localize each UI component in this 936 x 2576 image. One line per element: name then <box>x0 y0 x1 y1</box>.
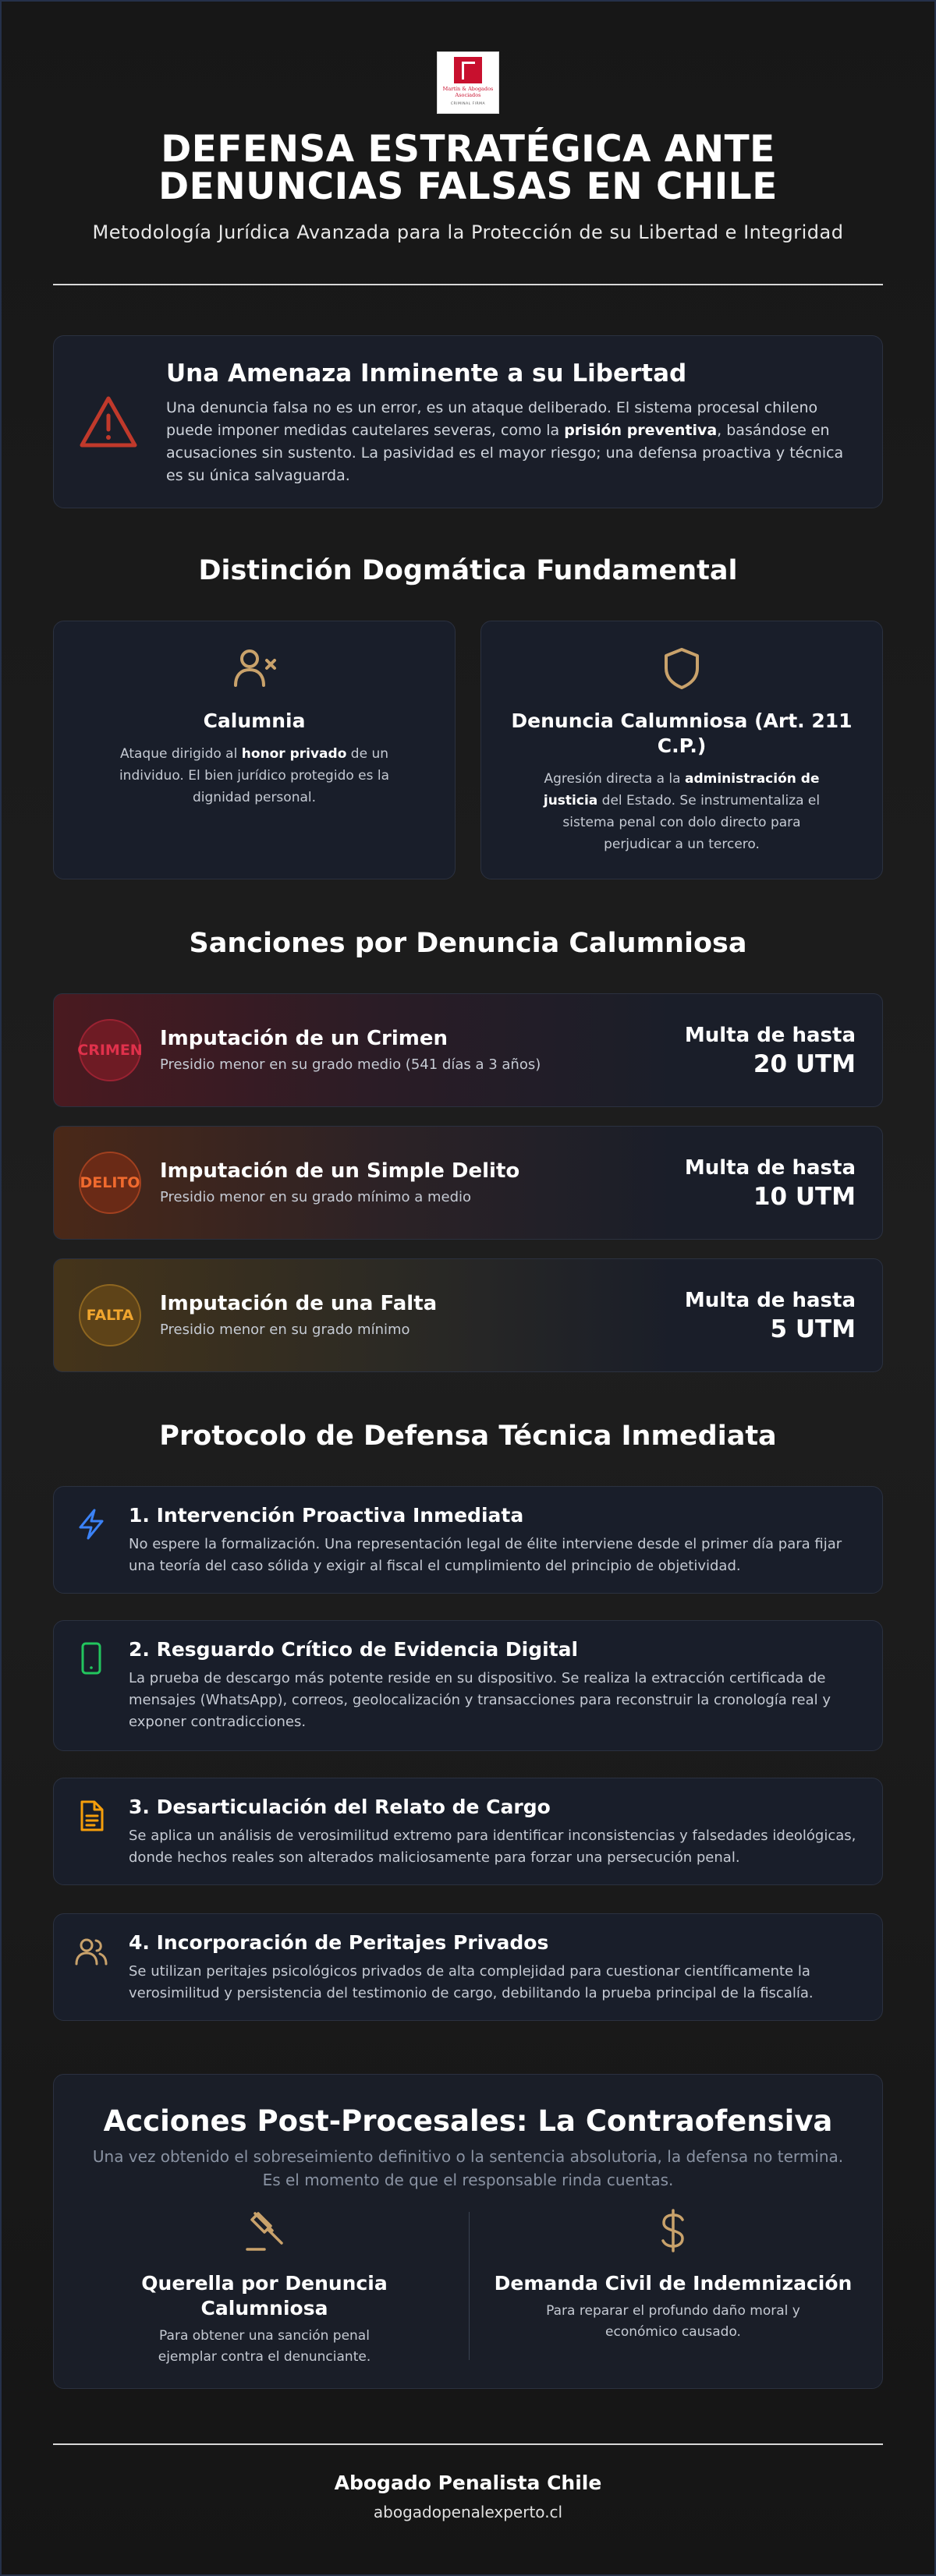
calumnia-card <box>53 621 456 879</box>
querella-text: Para obtener una sanción penal ejemplar contra el denunciante. <box>158 2328 371 2365</box>
section-title-protocol: Protocolo de Defensa Técnica Inmediata <box>159 1421 777 1452</box>
protocol-step-1 <box>53 1486 883 1594</box>
firm-logo <box>437 51 499 114</box>
denuncia-text: Agresión directa a la administración de justicia del Estado. Se instrumentaliza el sistema penal con dolo directo para perjudicar a un tercero. <box>543 771 821 852</box>
post-lead: Una vez obtenido el sobreseimiento definitivo o la sentencia absolutoria, la defensa no termina. Es el momento de que el responsable rinda cuentas. <box>92 2147 844 2189</box>
sanction-desc: Presidio menor en su grado medio (541 días a 3 años) <box>160 1056 541 1073</box>
protocol-step-3 <box>53 1778 883 1885</box>
step-title: 3. Desarticulación del Relato de Cargo <box>129 1796 551 1818</box>
section-title-dogmatic: Distinción Dogmática Fundamental <box>198 555 738 586</box>
step-text: Se aplica un análisis de verosimilitud extremo para identificar inconsistencias y falsedades ideológicas, donde hechos reales son alterados maliciosamente para forzar una persecución penal. <box>129 1828 856 1866</box>
post-divider <box>469 2212 470 2360</box>
document-icon <box>74 1799 108 1833</box>
page-subtitle: Metodología Jurídica Avanzada para la Protección de su Libertad e Integridad <box>92 221 844 243</box>
protocol-step-2 <box>53 1620 883 1751</box>
footer-website-link[interactable]: abogadopenalexperto.cl <box>373 2503 563 2521</box>
smartphone-icon <box>74 1641 108 1675</box>
denuncia-calumniosa-card <box>480 621 883 879</box>
sanction-title: Imputación de una Falta <box>160 1292 438 1315</box>
protocol-step-4 <box>53 1913 883 2021</box>
sanction-card-falta <box>53 1258 883 1372</box>
step-title: 1. Intervención Proactiva Inmediata <box>129 1504 524 1527</box>
lightning-icon <box>74 1507 108 1541</box>
sanction-card-delito <box>53 1126 883 1240</box>
dollar-icon <box>650 2207 697 2254</box>
querella-column <box>85 2207 444 2368</box>
threat-title: Una Amenaza Inminente a su Libertad <box>166 359 687 387</box>
sanction-title: Imputación de un Crimen <box>160 1027 448 1050</box>
sanction-fine: Multa de hasta 10 UTM <box>684 1156 856 1211</box>
shield-icon <box>658 645 705 692</box>
sanction-card-crimen <box>53 993 883 1107</box>
step-title: 2. Resguardo Crítico de Evidencia Digital <box>129 1638 579 1661</box>
demanda-column <box>494 2207 853 2343</box>
demanda-text: Para reparar el profundo daño moral y económico causado. <box>546 2303 800 2340</box>
crimen-badge: CRIMEN <box>79 1019 141 1081</box>
step-text: No espere la formalización. Una representación legal de élite interviene desde el primer día para fijar una teoría del caso sólida y exigir al fiscal el cumplimiento del principio de objetividad. <box>129 1536 842 1574</box>
sanction-desc: Presidio menor en su grado mínimo a medio <box>160 1189 472 1205</box>
footer-divider <box>53 2443 883 2445</box>
footer-name: Abogado Penalista Chile <box>334 2472 602 2494</box>
page-title: DEFENSA ESTRATÉGICA ANTE DENUNCIAS FALSAS EN CHILE <box>158 128 778 208</box>
header-divider <box>53 284 883 285</box>
querella-title: Querella por Denuncia Calumniosa <box>141 2272 388 2319</box>
sanction-desc: Presidio menor en su grado mínimo <box>160 1322 410 1338</box>
user-x-icon <box>231 645 278 692</box>
calumnia-title: Calumnia <box>203 709 306 732</box>
step-text: Se utilizan peritajes psicológicos privados de alta complejidad para cuestionar científicamente la verosimilitud y persistencia del testimonio de cargo, debilitando la prueba principal de la fiscalía. <box>129 1963 814 2001</box>
users-icon <box>74 1934 108 1969</box>
sanction-fine: Multa de hasta 20 UTM <box>684 1024 856 1078</box>
warning-triangle-icon <box>77 391 140 453</box>
denuncia-title: Denuncia Calumniosa (Art. 211 C.P.) <box>511 709 853 757</box>
post-procesal-card <box>53 2074 883 2389</box>
threat-card <box>53 335 883 508</box>
step-title: 4. Incorporación de Peritajes Privados <box>129 1931 549 1954</box>
logo-mark-icon <box>454 57 482 83</box>
logo-text: Martín & Abogados Asociados <box>442 86 494 98</box>
sanction-fine: Multa de hasta 5 UTM <box>684 1289 856 1343</box>
section-title-sanctions: Sanciones por Denuncia Calumniosa <box>189 928 747 959</box>
sanction-title: Imputación de un Simple Delito <box>160 1159 520 1183</box>
falta-badge: FALTA <box>79 1284 141 1346</box>
calumnia-text: Ataque dirigido al honor privado de un individuo. El bien jurídico protegido es la dignidad personal. <box>119 746 390 805</box>
post-title: Acciones Post-Procesales: La Contraofensiva <box>103 2104 833 2138</box>
logo-subtext: CRIMINAL FIRMA <box>450 102 486 106</box>
delito-badge: DELITO <box>79 1152 141 1214</box>
step-text: La prueba de descargo más potente reside en su dispositivo. Se realiza la extracción certificada de mensajes (WhatsApp), correos, geolocalización y transacciones para reconstruir la cronología real y exponer contradicciones. <box>129 1670 831 1730</box>
gavel-icon <box>241 2207 288 2254</box>
demanda-title: Demanda Civil de Indemnización <box>494 2272 853 2295</box>
threat-text: Una denuncia falsa no es un error, es un ataque deliberado. El sistema procesal chileno puede imponer medidas cautelares severas, como la prisión preventiva, basándose en acusaciones sin sustento. La pasividad es el mayor riesgo; una defensa proactiva y técnica es su única salvaguarda. <box>166 399 844 484</box>
